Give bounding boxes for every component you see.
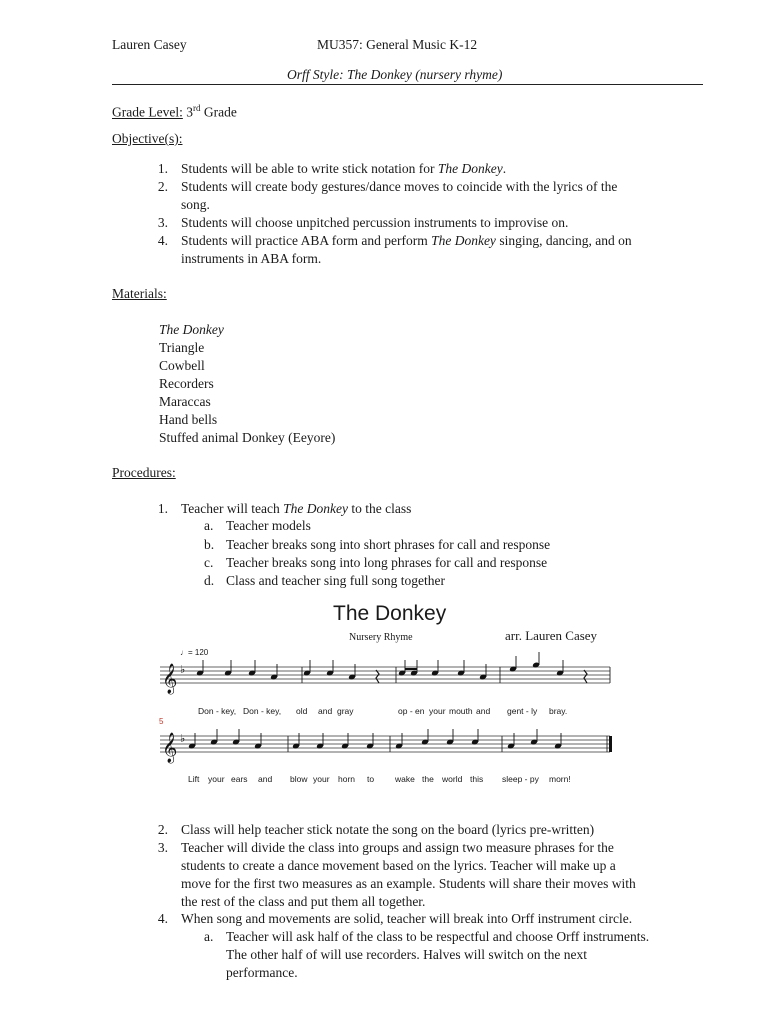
procedure-number: 2. (157, 822, 168, 837)
grade-value: 3 (186, 104, 193, 120)
lyric: bray. (549, 706, 568, 716)
objective-number: 1. (157, 161, 168, 176)
quarter-rest-icon (584, 670, 587, 683)
score-title: The Donkey (333, 602, 447, 625)
lyrics-line-1 (150, 706, 630, 718)
procedure-substep: Teacher breaks song into short phrases for call and response (226, 537, 551, 552)
procedures-heading: Procedures: (112, 465, 176, 480)
lyric: world (442, 774, 463, 784)
objective-item: Students will practice ABA form and perform The Donkey singing, dancing, and on (181, 233, 632, 248)
material-item: The Donkey (159, 322, 224, 337)
author-name: Lauren Casey (112, 37, 187, 52)
lyric: to (367, 774, 375, 784)
lyric: the (422, 774, 434, 784)
procedure-substep: Class and teacher sing full song together (226, 573, 445, 588)
procedure-step-continued: move for the first two measures as an example. Students will share their moves with (181, 876, 636, 891)
substep-letter: a. (204, 929, 214, 944)
material-item: Triangle (159, 340, 205, 355)
lyric: and (318, 706, 333, 716)
objective-item: Students will choose unpitched percussion instruments to improvise on. (181, 215, 569, 230)
lyric: op - en (398, 706, 425, 716)
objective-item: Students will create body gestures/dance moves to coincide with the lyrics of the (181, 179, 618, 194)
lyric: wake (395, 774, 415, 784)
material-item: Hand bells (159, 412, 218, 427)
lyric: mouth (449, 706, 473, 716)
objective-item: Students will be able to write stick notation for The Donkey. (181, 161, 507, 176)
grade-word: Grade (203, 104, 237, 120)
objective-number: 4. (157, 233, 168, 248)
lyric: Don - key, (198, 706, 237, 716)
lyric: Don - key, (243, 706, 282, 716)
procedure-step: Teacher will teach The Donkey to the class (181, 501, 412, 516)
procedure-step: Class will help teacher stick notate the song on the board (lyrics pre-written) (181, 822, 595, 837)
procedure-substep: Teacher models (226, 518, 311, 533)
grade-label: Grade Level: (112, 104, 183, 120)
score-arranger: arr. Lauren Casey (505, 628, 598, 643)
quarter-rest-icon (376, 670, 379, 683)
lyrics-line-2 (150, 774, 630, 786)
procedure-number: 1. (157, 501, 168, 516)
key-signature-flat-icon: ♭ (180, 733, 186, 745)
material-item: Cowbell (159, 358, 205, 373)
objective-number: 3. (157, 215, 168, 230)
procedure-substep-continued: performance. (226, 965, 298, 980)
substep-letter: c. (204, 555, 214, 570)
lyric: gray (337, 706, 354, 716)
procedure-number: 3. (157, 840, 168, 855)
document-title: Orff Style: The Donkey (nursery rhyme) (287, 67, 503, 82)
material-item: Maraccas (159, 394, 211, 409)
final-barline (609, 736, 612, 752)
lyric: sleep - py (502, 774, 539, 784)
objective-item-continued: song. (181, 197, 210, 212)
course-name: MU357: General Music K-12 (317, 37, 478, 52)
objective-item-continued: instruments in ABA form. (181, 251, 322, 266)
grade-suffix: rd (192, 103, 201, 113)
objective-number: 2. (157, 179, 168, 194)
tempo-marking: ♩= 120 (180, 648, 209, 657)
objectives-heading: Objective(s): (112, 131, 183, 146)
key-signature-flat-icon: ♭ (180, 664, 186, 676)
lyric: this (470, 774, 484, 784)
procedure-step-continued: students to create a dance movement based on the lyrics. Teacher will make up a (181, 858, 616, 873)
procedure-step: Teacher will divide the class into groups and assign two measure phrases for the (181, 840, 614, 855)
score-subtitle: Nursery Rhyme (349, 632, 413, 643)
lyric: your (208, 774, 225, 784)
procedure-step-continued: the rest of the class and put them all together. (181, 894, 426, 909)
substep-letter: b. (204, 537, 215, 552)
lyric: old (296, 706, 308, 716)
procedure-substep: Teacher breaks song into long phrases for call and response (226, 555, 548, 570)
lyric: your (429, 706, 446, 716)
measure-number: 5 (159, 717, 164, 726)
lyric: Lift (188, 774, 200, 784)
lyric: blow (290, 774, 308, 784)
treble-clef-icon: 𝄞 (162, 663, 178, 693)
lyric: your (313, 774, 330, 784)
procedure-step: When song and movements are solid, teacher will break into Orff instrument circle. (181, 911, 633, 926)
material-item: Recorders (159, 376, 214, 391)
lyric: morn! (549, 774, 571, 784)
sheet-music (150, 594, 630, 794)
lyric: and (258, 774, 273, 784)
lyric: and (476, 706, 491, 716)
substep-letter: d. (204, 573, 215, 588)
grade-level (112, 99, 237, 122)
procedure-number: 4. (157, 911, 168, 926)
lyric: ears (231, 774, 248, 784)
material-item: Stuffed animal Donkey (Eeyore) (159, 430, 336, 445)
lyric: gent - ly (507, 706, 538, 716)
lyric: horn (338, 774, 356, 784)
treble-clef-icon: 𝄞 (162, 732, 178, 762)
substep-letter: a. (204, 518, 214, 533)
materials-heading: Materials: (112, 286, 167, 301)
header-rule (112, 84, 703, 85)
procedure-substep: Teacher will ask half of the class to be respectful and choose Orff instruments. (226, 929, 650, 944)
procedure-substep-continued: The other half of will use recorders. Halves will switch on the next (226, 947, 588, 962)
score-staves (150, 594, 630, 794)
